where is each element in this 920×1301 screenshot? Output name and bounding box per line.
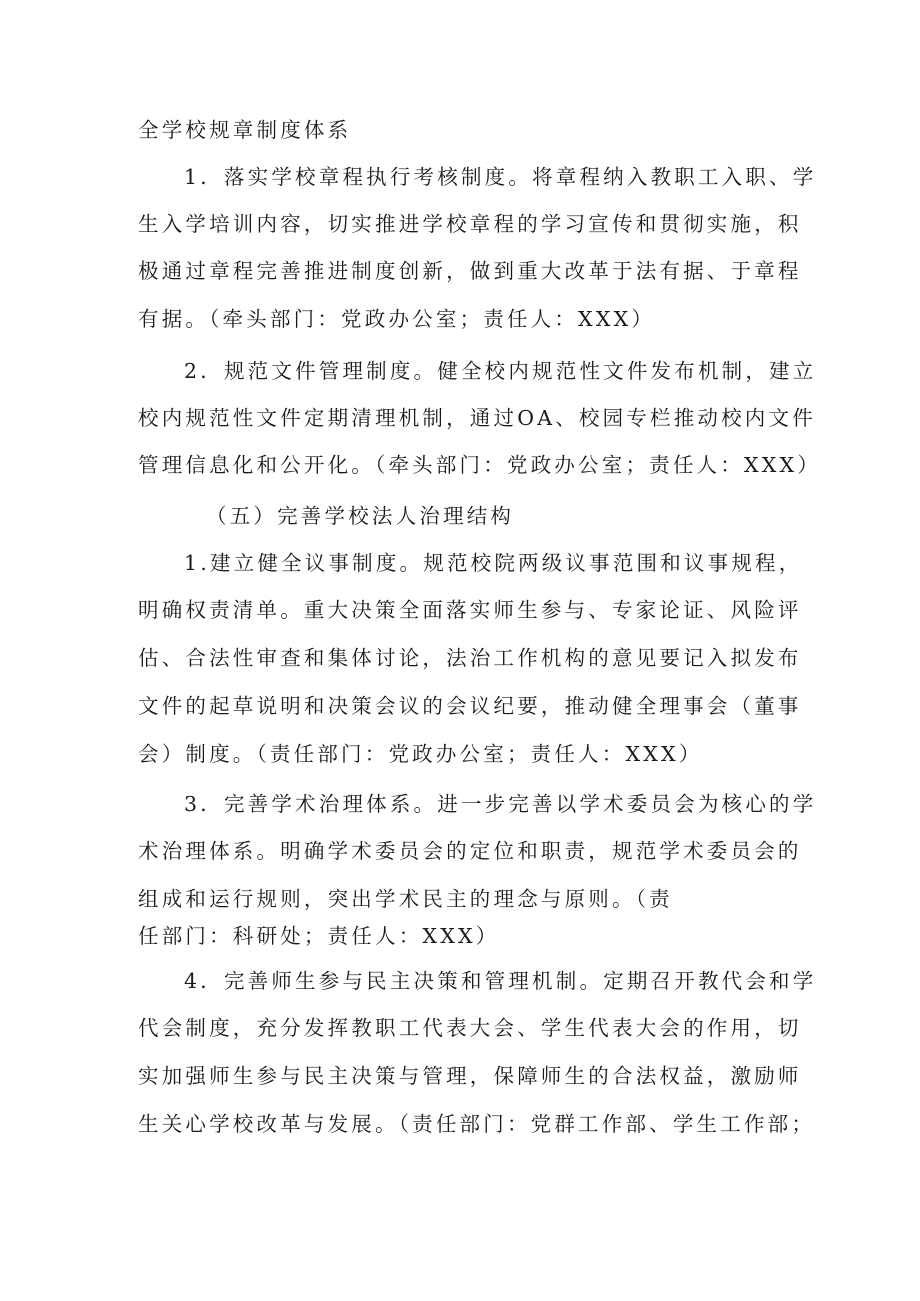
paragraph-line: 管理信息化和公开化。（牵头部门：党政办公室；责任人：XXX） bbox=[138, 453, 822, 477]
paragraph-line: 4．完善师生参与民主决策和管理机制。定期召开教代会和学 bbox=[184, 969, 817, 993]
paragraph-line: 极通过章程完善推进制度创新，做到重大改革于法有据、于章程 bbox=[138, 259, 802, 283]
paragraph-line: 有据。（牵头部门：党政办公室；责任人：XXX） bbox=[138, 307, 656, 331]
section-heading: （五）完善学校法人治理结构 bbox=[206, 504, 515, 528]
paragraph-line: 代会制度，充分发挥教职工代表大会、学生代表大会的作用，切 bbox=[138, 1016, 802, 1040]
paragraph-line: 文件的起草说明和决策会议的会议纪要，推动健全理事会（董事 bbox=[138, 694, 802, 718]
paragraph-line: 1.建立健全议事制度。规范校院两级议事范围和议事规程， bbox=[184, 551, 803, 575]
paragraph-line: 生入学培训内容，切实推进学校章程的学习宣传和贯彻实施，积 bbox=[138, 212, 802, 236]
paragraph-line: 任部门：科研处；责任人：XXX） bbox=[138, 924, 500, 948]
paragraph-line: 组成和运行规则，突出学术民主的理念与原则。（责 bbox=[138, 887, 673, 911]
paragraph-line: 3．完善学术治理体系。进一步完善以学术委员会为核心的学 bbox=[184, 792, 817, 816]
paragraph-line: 校内规范性文件定期清理机制，通过OA、校园专栏推动校内文件 bbox=[138, 406, 816, 430]
paragraph-line: 2．规范文件管理制度。健全校内规范性文件发布机制，建立 bbox=[184, 359, 817, 383]
paragraph-line: 会）制度。（责任部门：党政办公室；责任人：XXX） bbox=[138, 742, 703, 766]
paragraph-line: 估、合法性审查和集体讨论，法治工作机构的意见要记入拟发布 bbox=[138, 646, 802, 670]
paragraph-line: 术治理体系。明确学术委员会的定位和职责，规范学术委员会的 bbox=[138, 839, 802, 863]
paragraph-line: 全学校规章制度体系 bbox=[138, 118, 352, 142]
paragraph-line: 生关心学校改革与发展。（责任部门：党群工作部、学生工作部； bbox=[138, 1112, 816, 1136]
paragraph-line: 1．落实学校章程执行考核制度。将章程纳入教职工入职、学 bbox=[184, 165, 817, 189]
paragraph-line: 明确权责清单。重大决策全面落实师生参与、专家论证、风险评 bbox=[138, 598, 802, 622]
paragraph-line: 实加强师生参与民主决策与管理，保障师生的合法权益，激励师 bbox=[138, 1064, 802, 1088]
